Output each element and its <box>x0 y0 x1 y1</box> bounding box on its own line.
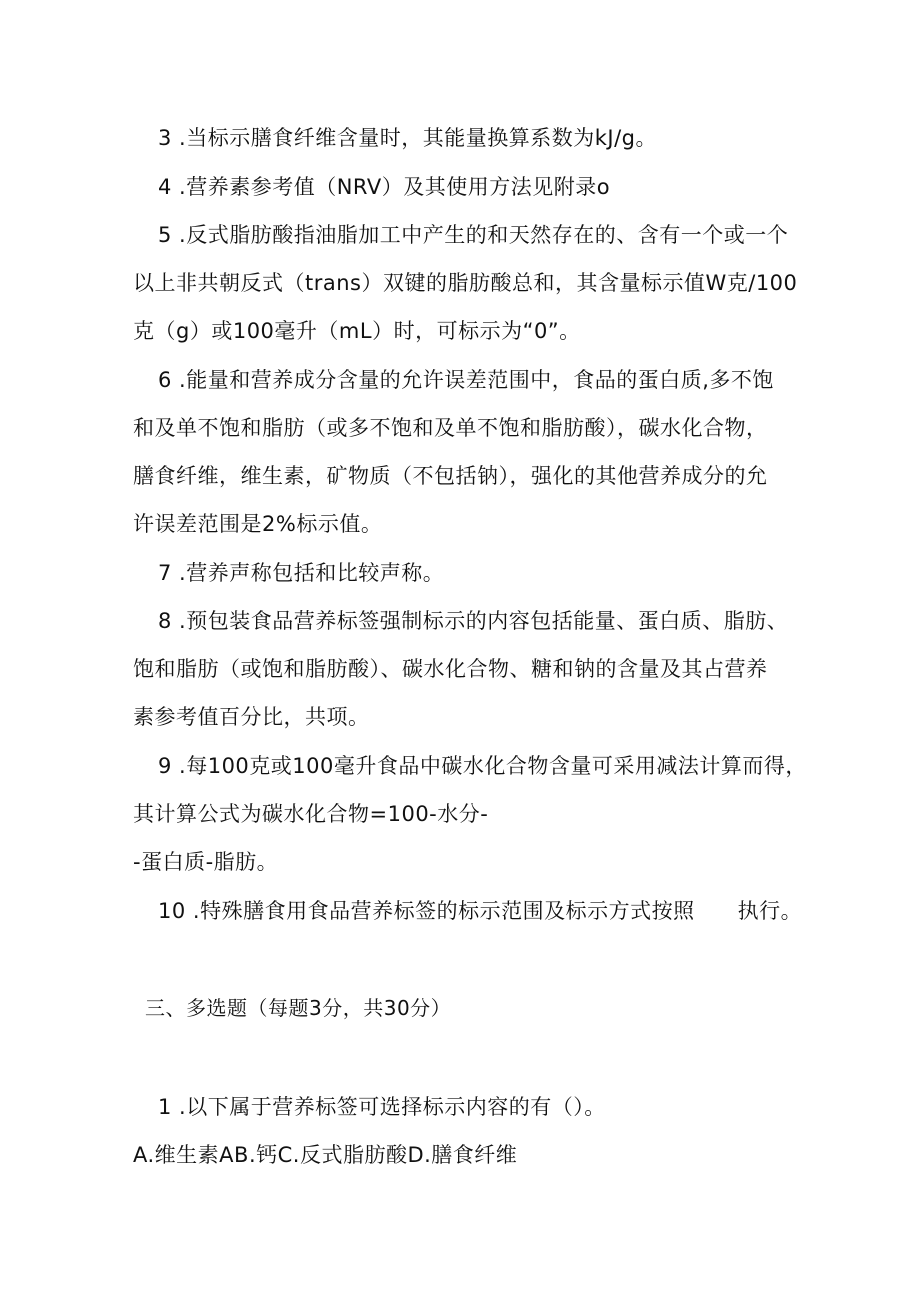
item-5: 5 .反式脂肪酸指油脂加工中产生的和天然存在的、含有一个或一个 <box>158 223 789 247</box>
item-4: 4 .营养素参考值（NRV）及其使用方法见附录o <box>158 175 611 199</box>
item-3: 3 .当标示膳食纤维含量时，其能量换算系数为kJ/g。 <box>158 126 657 150</box>
section-title-multiple-choice: 三、多选题（每题3分，共30分） <box>145 996 452 1020</box>
item-5-line-2: 以上非共朝反式（trans）双键的脂肪酸总和，其含量标示值W克/100 <box>133 271 798 295</box>
item-6-line-4: 许误差范围是2%标示值。 <box>133 512 383 536</box>
item-6: 6 .能量和营养成分含量的允许误差范围中，食品的蛋白质,多不饱 <box>158 368 774 392</box>
item-5-line-3: 克（g）或100毫升（mL）时，可标示为“0”。 <box>133 319 581 343</box>
item-6-line-3: 膳食纤维，维生素，矿物质（不包括钠），强化的其他营养成分的允 <box>133 464 768 488</box>
item-8-line-3: 素参考值百分比，共项。 <box>133 705 370 729</box>
item-9-line-2: 其计算公式为碳水化合物=100-水分- <box>133 802 489 826</box>
question-1-options: A.维生素AB.钙C.反式脂肪酸D.膳食纤维 <box>133 1143 518 1167</box>
question-1-stem: 1 .以下属于营养标签可选择标示内容的有（）。 <box>158 1095 606 1119</box>
item-9: 9 .每100克或100毫升食品中碳水化合物含量可采用减法计算而得， <box>158 754 807 778</box>
item-6-line-2: 和及单不饱和脂肪（或多不饱和及单不饱和脂肪酸），碳水化合物， <box>133 416 768 440</box>
item-8-line-2: 饱和脂肪（或饱和脂肪酸）、碳水化合物、糖和钠的含量及其占营养 <box>133 657 768 681</box>
item-9-line-3: -蛋白质-脂肪。 <box>133 850 279 874</box>
item-7: 7 .营养声称包括和比较声称。 <box>158 561 445 585</box>
item-8: 8 .预包装食品营养标签强制标示的内容包括能量、蛋白质、脂肪、 <box>158 609 789 633</box>
item-10: 10 .特殊膳食用食品营养标签的标示范围及标示方式按照 执行。 <box>158 899 803 923</box>
